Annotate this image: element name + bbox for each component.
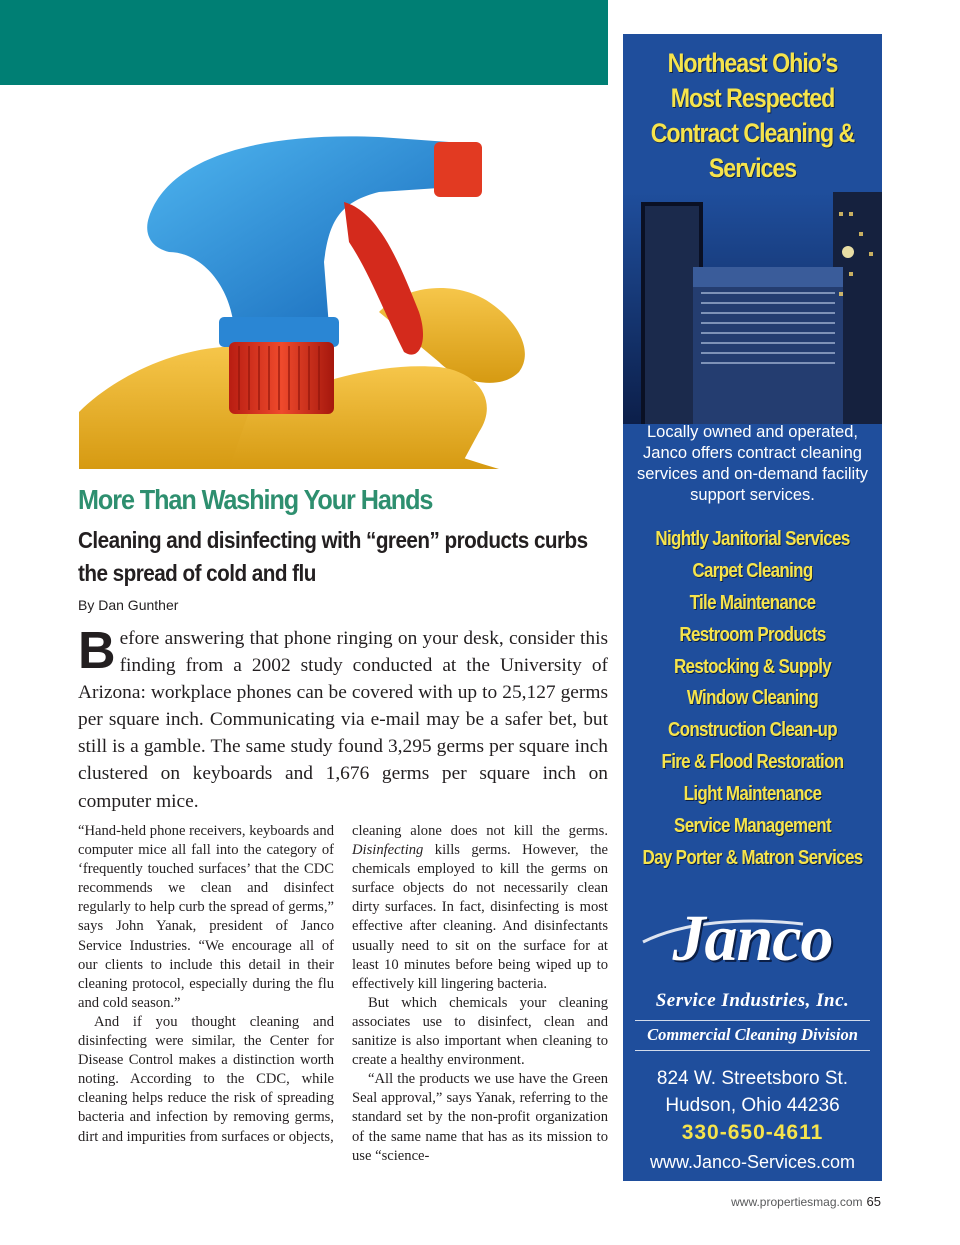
- lead-paragraph: [78, 622, 608, 815]
- service-item: Window Cleaning: [686, 687, 819, 710]
- body-paragraph: “All the products we use have the Green Seal approval,” says Yanak, referring to the standard set by the non-profit organization of the same name that has as its mission to use “science-: [352, 1071, 608, 1164]
- footer-site: www.propertiesmag.com: [731, 1195, 863, 1209]
- service-item: Tile Maintenance: [689, 591, 816, 614]
- address-line-1: 824 W. Streetsboro St.: [656, 1068, 849, 1089]
- service-item: Nightly Janitorial Services: [655, 528, 850, 550]
- logo-subtitle: Service Industries, Inc.: [655, 990, 850, 1011]
- divider: [635, 1020, 870, 1021]
- services-list: [623, 524, 882, 875]
- phone-number: 330-650-4611: [681, 1121, 824, 1144]
- header-color-bar: [0, 0, 608, 85]
- service-item: Restroom Products: [679, 623, 826, 646]
- ad-intro: Locally owned and operated, Janco offers contract cleaning services and on-demand facility support services.: [636, 423, 869, 504]
- body-emphasis: Disinfecting: [352, 842, 424, 859]
- body-column-2: [352, 822, 608, 1166]
- service-item: Restocking & Supply: [673, 655, 832, 678]
- body-paragraph: [352, 822, 608, 994]
- body-paragraph: And if you thought cleaning and disinfecting were similar, the Center for Disease Control makes a distinction worth noting. According to the CDC, while cleaning helps reduce the risk of spreading bacteria and infection by removing germs, dirt and impurities from surfaces or objects,: [78, 1013, 334, 1145]
- page-footer: [700, 1194, 881, 1209]
- logo-wordmark: Janco: [672, 902, 833, 975]
- ad-title: Northeast Ohio’s Most Respected Contract Cleaning & Services: [650, 48, 855, 183]
- body-text: cleaning alone does not kill the germs.: [352, 823, 608, 839]
- address: [623, 1065, 882, 1119]
- article-subhead: Cleaning and disinfecting with “green” products curbs the spread of cold and flu: [78, 527, 588, 586]
- janco-advertisement: [623, 34, 882, 1181]
- lead-text: efore answering that phone ringing on your desk, consider this finding from a 2002 study conducted at the University of Arizona: workplace phones can be covered with up to 25,127 germs per square inch. Communicating via e-mail may be a safer bet, but still is a gamble. The same study found 3,295 germs per square inch clustered on keyboards and 1,676 germs per square inch on computer mice.: [78, 628, 608, 812]
- address-line-2: Hudson, Ohio 44236: [665, 1095, 840, 1116]
- drop-cap: B: [78, 622, 116, 680]
- article-headline: More Than Washing Your Hands: [78, 484, 433, 515]
- ad-website: www.Janco-Services.com: [649, 1152, 856, 1172]
- service-item: Service Management: [674, 815, 831, 838]
- division-name: Commercial Cleaning Division: [647, 1025, 858, 1044]
- body-paragraph: “Hand-held phone receivers, keyboards and computer mice all fall into the category of ‘frequently touched surfaces’ that the CDC recommends we clean and disinfect regularly to help curb the spread of germs,” says John Yanak, president of Janco Service Industries. “We encourage all of our clients to include this detail in their cleaning protocol, especially during the flu and cold season.”: [78, 823, 334, 1011]
- spray-bottle-photo: [79, 112, 609, 469]
- page-number: 65: [866, 1194, 881, 1209]
- service-item: Day Porter & Matron Services: [642, 846, 863, 869]
- service-item: Light Maintenance: [683, 783, 822, 806]
- service-item: Fire & Flood Restoration: [661, 751, 844, 774]
- body-paragraph: But which chemicals your cleaning associates use to disinfect, clean and sanitize is also important when cleaning to create a healthy environment.: [352, 994, 608, 1069]
- byline: By Dan Gunther: [78, 597, 179, 613]
- divider: [635, 1050, 870, 1051]
- service-item: Carpet Cleaning: [692, 559, 813, 582]
- city-buildings-photo: [623, 192, 882, 424]
- service-item: Construction Clean-up: [668, 719, 837, 742]
- body-column-1: [78, 822, 334, 1147]
- body-text: kills germs. However, the chemicals employed to kill the germs on surface objects do not necessarily clean dirty surfaces. In fact, disinfecting is most effective after cleaning. And disinfectants usually need to sit on the surface for at least 10 minutes before being wiped up to effectively kill lingering bacteria.: [352, 842, 608, 992]
